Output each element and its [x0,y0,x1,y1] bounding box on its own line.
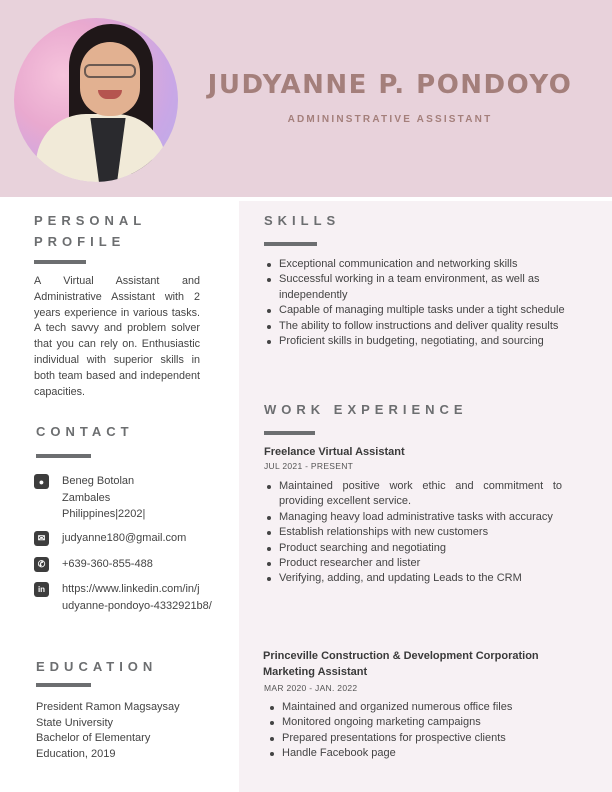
phone-icon: ✆ [34,557,49,572]
list-item: Capable of managing multiple tasks under a tight schedule [264,303,584,318]
list-item: Managing heavy load administrative tasks with accuracy [264,510,562,525]
job-2-title: Marketing Assistant [263,666,368,678]
list-item: Proficient skills in budgeting, negotiating, and sourcing [264,334,584,349]
education-school-line-1: President Ramon Magsaysay [36,701,180,713]
header-banner [0,0,612,197]
list-item: Monitored ongoing marketing campaigns [267,715,577,730]
list-item: Handle Facebook page [267,746,577,761]
list-item: Successful working in a team environment, as well as independently [264,272,584,303]
education-school-line-2: State University [36,716,114,729]
education-details [36,700,216,762]
contact-linkedin[interactable] [34,581,212,614]
list-item: Maintained and organized numerous office files [267,700,577,715]
profile-photo [14,18,178,182]
address-line-3: Philippines|2202| [62,508,146,520]
job-2-company: Princeville Construction & Development Corporation [263,650,539,662]
list-item: Product researcher and lister [264,556,562,571]
education-divider [36,683,91,687]
candidate-job-title: ADMININSTRATIVE ASSISTANT [287,114,493,125]
location-pin-icon: ● [34,474,49,489]
address-line-2: Zambales [62,491,111,504]
profile-heading-line2: PROFILE [34,234,126,249]
profile-heading-line1: PERSONAL [34,213,147,228]
list-item: Exceptional communication and networking skills [264,257,584,272]
contact-heading: CONTACT [36,424,134,439]
linkedin-url-line-2[interactable]: udyanne-pondoyo-4332921b8/ [62,599,212,612]
email-address[interactable]: judyanne180@gmail.com [62,532,187,544]
list-item: Verifying, adding, and updating Leads to the CRM [264,571,562,586]
list-item: Establish relationships with new customers [264,525,562,540]
contact-phone[interactable] [34,556,153,573]
skills-heading: SKILLS [264,213,341,228]
contact-address [34,473,145,523]
profile-summary: A Virtual Assistant and Administrative Assistant with 2 years experience in various tasks. A tech savvy and problem solver that you can rely on. Enthusiastic individual with superior skills in both team based and independent capacities. [34,275,200,398]
skills-divider [264,242,317,246]
list-item: Prepared presentations for prospective clients [267,731,577,746]
education-degree-line-1: Bachelor of Elementary [36,732,151,744]
skills-list [264,257,584,349]
linkedin-url-line-1[interactable]: https://www.linkedin.com/in/j [62,583,200,595]
mail-icon: ✉ [34,531,49,546]
contact-divider [36,454,91,458]
work-experience-heading: WORK EXPERIENCE [264,402,468,417]
work-experience-divider [264,431,315,435]
list-item: Product searching and negotiating [264,541,562,556]
job-2-duties [267,700,577,762]
contact-email[interactable] [34,530,186,547]
address-line-1: Beneg Botolan [62,475,135,487]
job-1-date: JUL 2021 - PRESENT [264,461,354,471]
job-2-date: MAR 2020 - JAN. 2022 [264,683,358,693]
linkedin-icon: in [34,582,49,597]
education-heading: EDUCATION [36,659,158,674]
list-item: The ability to follow instructions and deliver quality results [264,319,584,334]
education-degree-line-2: Education, 2019 [36,747,116,760]
profile-divider [34,260,86,264]
job-1-title: Freelance Virtual Assistant [264,446,405,458]
job-1-duties [264,479,562,587]
phone-number[interactable]: +639-360-855-488 [62,558,153,570]
candidate-name: JUDYANNE P. PONDOYO [207,70,573,100]
profile-heading [34,210,146,252]
job-2-heading [263,648,583,680]
list-item: Maintained positive work ethic and commitment to providing excellent service. [264,479,562,510]
